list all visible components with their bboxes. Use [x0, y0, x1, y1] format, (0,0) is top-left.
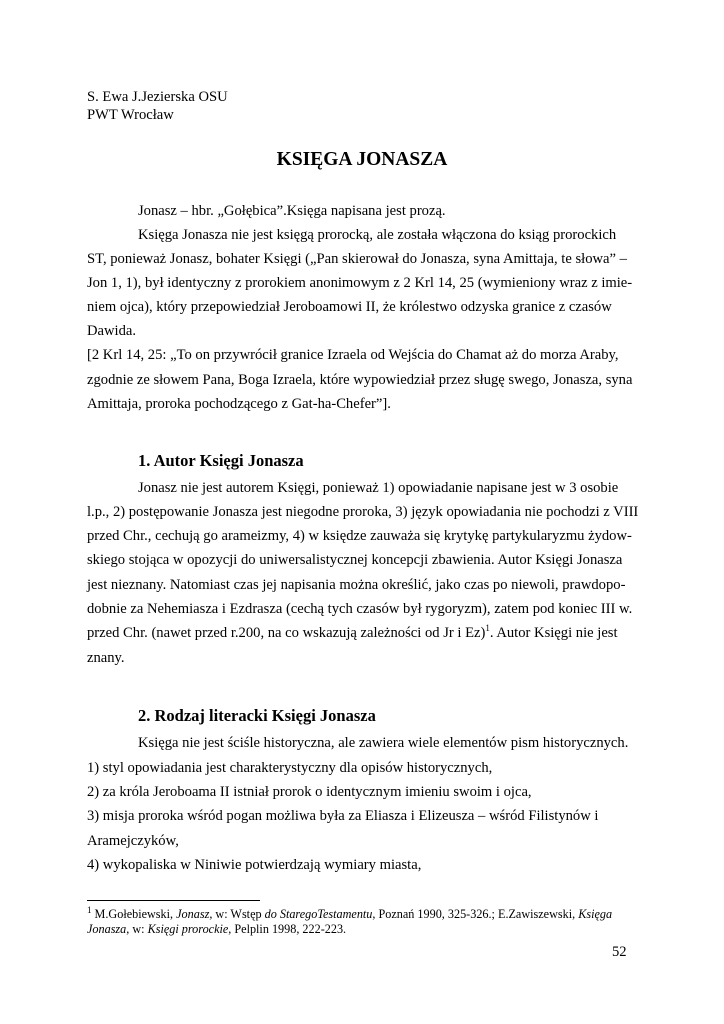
text-segment: , Poznań 1990, 325-326.; E.Zawiszewski,	[372, 907, 579, 921]
text-line: zgodnie ze słowem Pana, Boga Izraela, które wypowiedział przez sługę swego, Jonasza, syna	[87, 372, 633, 388]
text-segment: . Autor Księgi nie jest	[489, 625, 618, 641]
text-line: niem ojca), który przepowiedział Jeroboamowi II, że królestwo odzyska granice z czasów	[87, 299, 612, 315]
text-line: Jonasz – hbr. „Gołębica”.Księga napisana jest prozą.	[138, 203, 446, 219]
text-segment: M.Gołebiewski,	[91, 907, 177, 921]
text-line: Dawida.	[87, 323, 137, 339]
text-line: ST, ponieważ Jonasz, bohater Księgi („Pan skierował do Jonasza, syna Amittaja, te słowa” –	[87, 251, 627, 267]
text-line: 1) styl opowiadania jest charakterystyczny dla opisów historycznych,	[87, 760, 493, 776]
text-line: Księga Jonasza nie jest księgą prorocką, ale została włączona do ksiąg prorockich	[138, 227, 617, 243]
footnote-line	[87, 922, 346, 937]
text-segment: Księgi prorockie	[147, 922, 229, 936]
header-institution: PWT Wrocław	[87, 107, 174, 123]
header-author: S. Ewa J.Jezierska OSU	[87, 89, 228, 105]
text-segment: do StaregoTestamentu	[264, 907, 373, 921]
text-line: 2) za króla Jeroboama II istniał prorok o identycznym imieniu swoim i ojca,	[87, 784, 532, 800]
text-segment: Jonasz,	[176, 907, 213, 921]
text-line: Księga nie jest ściśle historyczna, ale zawiera wiele elementów pism historycznych.	[138, 735, 629, 751]
text-segment: przed Chr. (nawet przed r.200, na co wskazują zależności od Jr i Ez)	[87, 625, 486, 641]
text-line: Amittaja, proroka pochodzącego z Gat-ha-Chefer”].	[87, 396, 391, 412]
text-segment: w: Wstęp	[212, 907, 265, 921]
text-line: skiego stojąca w opozycji do uniwersalistycznej koncepcji zbawienia. Autor Księgi Jonasza	[87, 552, 623, 568]
text-segment: , w:	[126, 922, 148, 936]
text-line: l.p., 2) postępowanie Jonasza jest niegodne proroka, 3) język opowiadania nie pochodzi z VIII	[87, 504, 639, 520]
footnote-line	[87, 904, 613, 922]
text-line: przed Chr., cechują go arameizmy, 4) w księdze zauważa się krytykę partykularyzmu żydow-	[87, 528, 632, 544]
text-segment: Jonasza	[87, 922, 127, 936]
section2-heading: 2. Rodzaj literacki Księgi Jonasza	[138, 706, 376, 725]
text-line: Aramejczyków,	[87, 833, 179, 849]
text-segment: , Pelplin 1998, 222-223.	[228, 922, 347, 936]
page-number: 52	[612, 944, 627, 960]
text-line: dobnie za Nehemiasza i Ezdrasza (cechą tych czasów był rygoryzm), zatem pod koniec III w.	[87, 601, 633, 617]
text-line: 3) misja proroka wśród pogan możliwa była za Eliasza i Elizeusza – wśród Filistynów i	[87, 808, 599, 824]
text-line: znany.	[87, 650, 125, 666]
text-line: [2 Krl 14, 25: „To on przywrócił granice Izraela od Wejścia do Chamat aż do morza Araby,	[87, 347, 619, 363]
footnote-separator	[87, 900, 260, 901]
footnote-ref[interactable]: 1	[485, 623, 490, 634]
text-line: Jon 1, 1), był identyczny z prorokiem anonimowym z 2 Krl 14, 25 (wymieniony wraz z imie-	[87, 275, 633, 291]
text-line: Jonasz nie jest autorem Księgi, ponieważ 1) opowiadanie napisane jest w 3 osobie	[138, 480, 619, 496]
text-line: jest nieznany. Natomiast czas jej napisania można określić, jako czas po niewoli, prawdopo-	[87, 577, 626, 593]
page-title: KSIĘGA JONASZA	[276, 149, 448, 170]
text-segment: Księga	[578, 907, 613, 921]
footnote-number: 1	[87, 904, 92, 915]
text-line	[87, 624, 618, 642]
section1-heading: 1. Autor Księgi Jonasza	[138, 451, 304, 470]
text-line: 4) wykopaliska w Niniwie potwierdzają wymiary miasta,	[87, 857, 422, 873]
